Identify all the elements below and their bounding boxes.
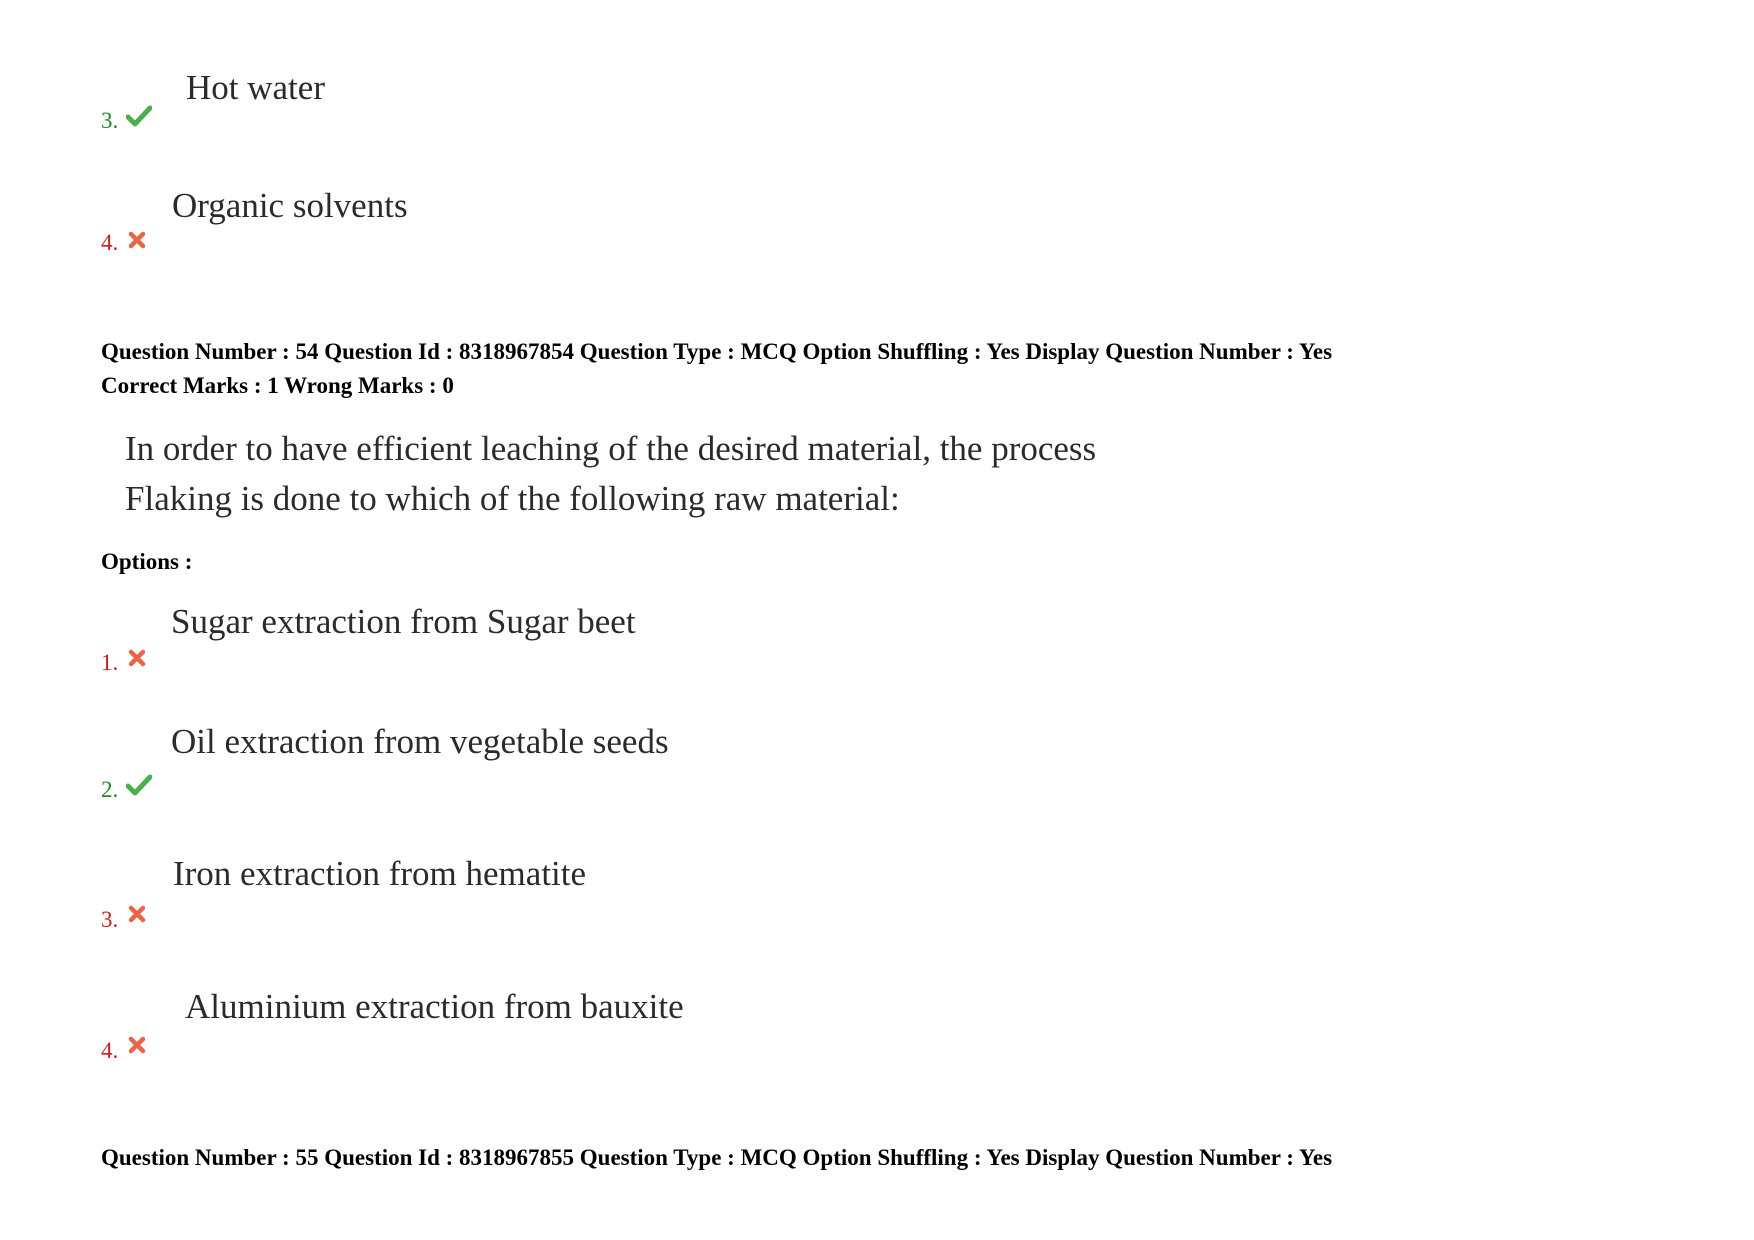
- question-meta: Question Number : 55 Question Id : 8318967855 Question Type : MCQ Option Shuffling : Yes Display Question Number : Yes: [101, 1145, 1333, 1170]
- option-text: Sugar extraction from Sugar beet: [171, 602, 636, 641]
- option-number: 3.: [101, 907, 119, 932]
- option-text: Iron extraction from hematite: [173, 854, 587, 893]
- option-text: Organic solvents: [172, 186, 408, 225]
- option-number: 1.: [101, 650, 119, 675]
- cross-icon: [128, 905, 146, 923]
- cross-icon: [128, 231, 146, 249]
- check-icon: [126, 105, 152, 127]
- option-number: 2.: [101, 777, 119, 802]
- option-text: Oil extraction from vegetable seeds: [171, 722, 669, 761]
- option-number: 4.: [101, 230, 119, 255]
- option-text: Hot water: [186, 68, 325, 107]
- option-number: 4.: [101, 1038, 119, 1063]
- option-text: Aluminium extraction from bauxite: [185, 987, 684, 1026]
- option-number: 3.: [101, 108, 119, 133]
- cross-icon: [128, 649, 146, 667]
- cross-icon: [128, 1036, 146, 1054]
- options-label: Options :: [101, 549, 193, 574]
- question-marks: Correct Marks : 1 Wrong Marks : 0: [101, 373, 454, 398]
- question-text-line: In order to have efficient leaching of the desired material, the process: [125, 429, 1097, 468]
- question-text-line: Flaking is done to which of the following raw material:: [125, 479, 900, 518]
- question-meta: Question Number : 54 Question Id : 8318967854 Question Type : MCQ Option Shuffling : Yes Display Question Number : Yes: [101, 339, 1333, 364]
- check-icon: [126, 774, 152, 796]
